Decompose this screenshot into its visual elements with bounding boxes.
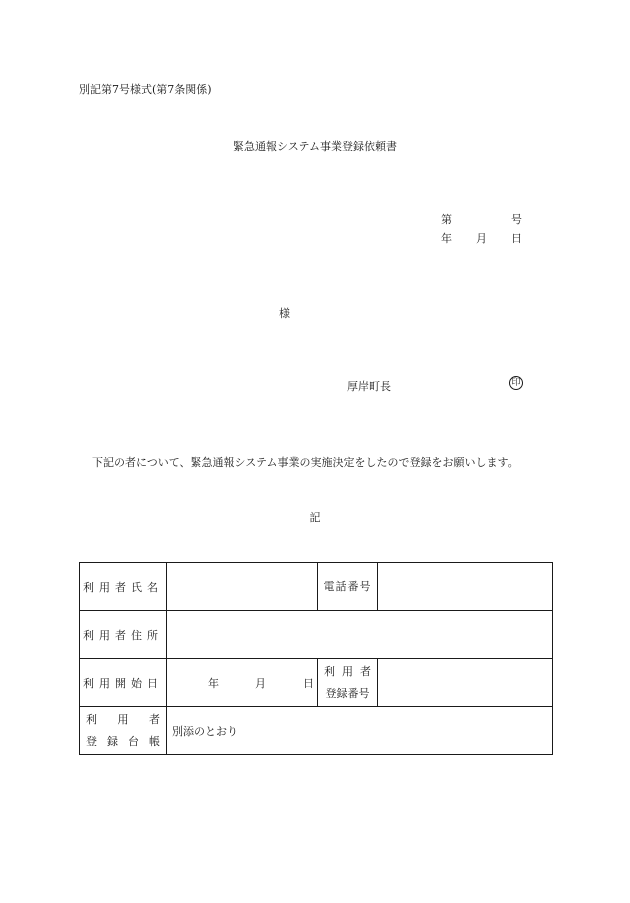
seal-mark: 印 xyxy=(509,376,523,390)
start-day: 日 xyxy=(303,676,314,690)
phone-value[interactable] xyxy=(378,563,553,611)
number-go: 号 xyxy=(511,213,522,226)
user-address-label: 利用者住所 xyxy=(80,611,167,659)
sender-name: 厚岸町長 xyxy=(347,380,391,393)
ledger-char: 者 xyxy=(149,712,160,726)
reg-label-char: 用 xyxy=(342,664,353,678)
ledger-char: 帳 xyxy=(149,734,160,748)
table-row xyxy=(80,611,553,659)
ledger-char: 台 xyxy=(128,734,139,748)
reg-label-char: 利 xyxy=(324,664,335,678)
body-text: 下記の者について、緊急通報システム事業の実施決定をしたので登録をお願いします。 xyxy=(92,456,519,469)
start-month: 月 xyxy=(255,676,266,690)
ledger-char: 用 xyxy=(117,712,129,726)
ki-heading: 記 xyxy=(309,511,321,524)
ledger-char: 利 xyxy=(86,712,97,726)
reg-label-text: 登録番号 xyxy=(325,686,370,700)
ledger-label xyxy=(80,707,167,755)
phone-label: 電話番号 xyxy=(318,563,378,611)
user-name-label: 利用者氏名 xyxy=(80,563,167,611)
start-date-value[interactable] xyxy=(167,659,318,707)
registration-table xyxy=(79,562,553,755)
reg-label-line2 xyxy=(318,683,377,705)
user-name-value[interactable] xyxy=(167,563,318,611)
registration-number-value[interactable] xyxy=(378,659,553,707)
registration-number-label xyxy=(318,659,378,707)
date-year: 年 xyxy=(441,232,452,245)
date-month: 月 xyxy=(476,232,487,245)
document-title: 緊急通報システム事業登録依頼書 xyxy=(233,140,397,153)
table-row xyxy=(80,707,553,755)
number-dai: 第 xyxy=(441,213,452,226)
start-year: 年 xyxy=(208,676,219,690)
start-date-label: 利用開始日 xyxy=(80,659,167,707)
table-row xyxy=(80,659,553,707)
table-row xyxy=(80,563,553,611)
ledger-char: 登 xyxy=(86,734,97,748)
reg-label-char: 者 xyxy=(360,664,371,678)
date-day: 日 xyxy=(511,232,522,245)
addressee-suffix: 様 xyxy=(279,307,290,320)
user-address-value[interactable] xyxy=(167,611,553,659)
form-reference: 別記第7号様式(第7条関係) xyxy=(79,83,212,96)
ledger-label-line2 xyxy=(80,731,166,753)
ledger-label-line1 xyxy=(80,709,166,731)
ledger-value: 別添のとおり xyxy=(167,707,553,755)
ledger-char: 録 xyxy=(107,734,118,748)
reg-label-line1 xyxy=(318,661,377,683)
